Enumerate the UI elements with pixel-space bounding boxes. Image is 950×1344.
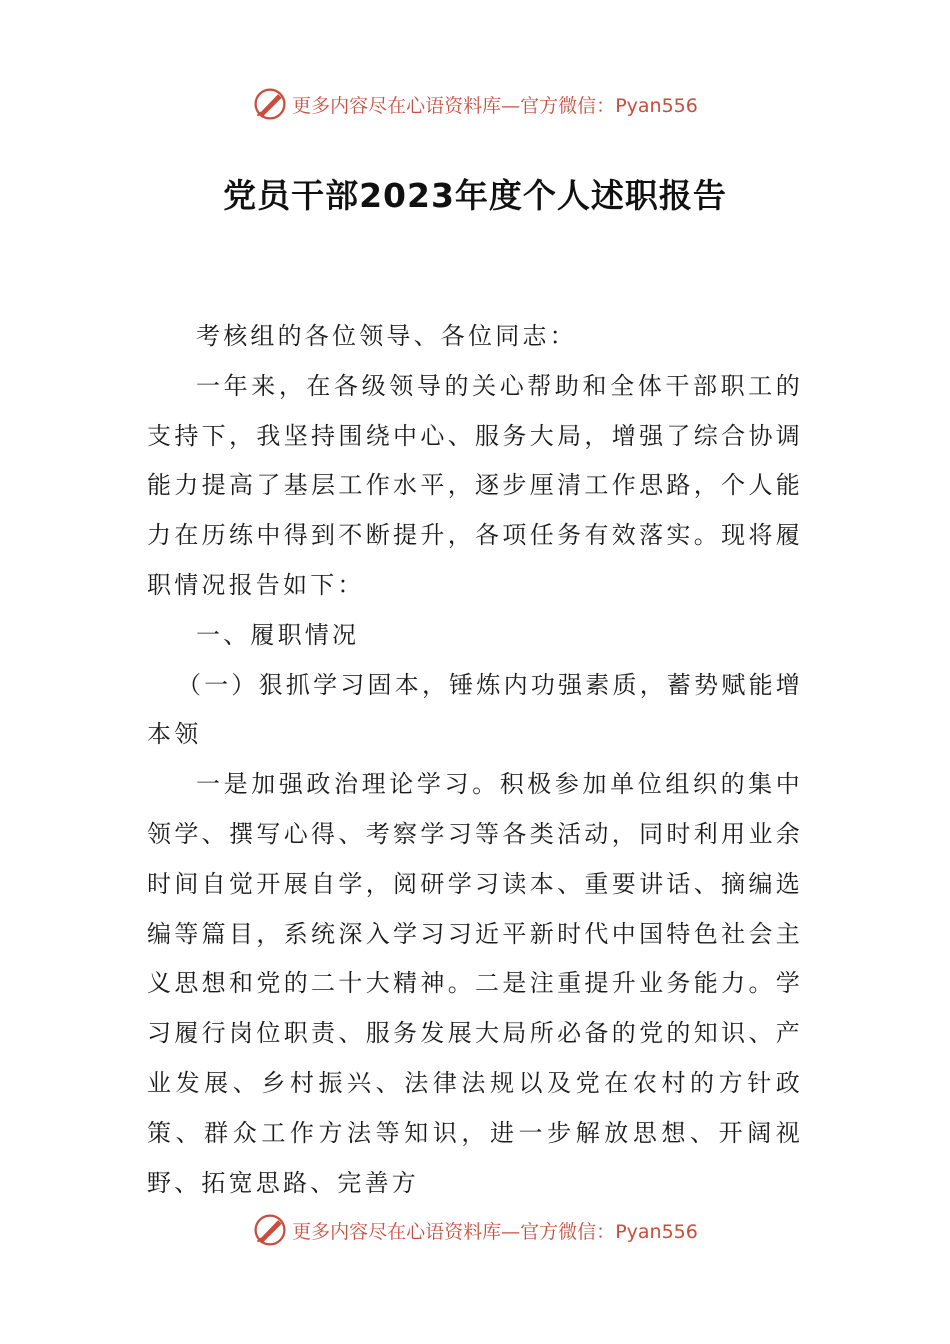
watermark-text: [292, 91, 698, 118]
pen-logo-icon: [252, 86, 288, 122]
salutation-paragraph: 考核组的各位领导、各位同志：: [196, 322, 577, 350]
pen-logo-icon: [252, 1212, 288, 1248]
watermark-wechat-label: 官方微信：: [520, 1220, 616, 1243]
watermark-banner-top: [0, 84, 950, 124]
document-title: 党员干部2023年度个人述职报告: [223, 176, 727, 215]
watermark-wechat-id: Pyan556: [615, 94, 698, 117]
watermark-brand: 更多内容尽在心语资料库—: [292, 1220, 521, 1243]
intro-paragraph: 一年来，在各级领导的关心帮助和全体干部职工的支持下，我坚持围绕中心、服务大局，增强了综合协调能力提高了基层工作水平，逐步厘清工作思路，个人能力在历练中得到不断提升，各项任务有效落实。现将履职情况报告如下：: [147, 371, 803, 599]
body-paragraph: 一是加强政治理论学习。积极参加单位组织的集中领学、撰写心得、考察学习等各类活动，同时利用业余时间自觉开展自学，阅研学习读本、重要讲话、摘编选编等篇目，系统深入学习习近平新时代中国特色社会主义思想和党的二十大精神。二是注重提升业务能力。学习履行岗位职责、服务发展大局所必备的党的知识、产业发展、乡村振兴、法律法规以及党在农村的方针政策、群众工作方法等知识，进一步解放思想、开阔视野、拓宽思路、完善方: [147, 770, 803, 1197]
watermark-brand: 更多内容尽在心语资料库—: [292, 94, 521, 117]
watermark-text: [292, 1217, 698, 1244]
watermark-wechat-label: 官方微信：: [520, 94, 616, 117]
document-body: [147, 312, 803, 1208]
watermark-wechat-id: Pyan556: [615, 1220, 698, 1243]
watermark-banner-bottom: [0, 1210, 950, 1250]
section-heading: 一、履职情况: [196, 620, 360, 649]
subsection-heading: （一）狠抓学习固本，锤炼内功强素质，蓄势赋能增本领: [147, 670, 803, 749]
